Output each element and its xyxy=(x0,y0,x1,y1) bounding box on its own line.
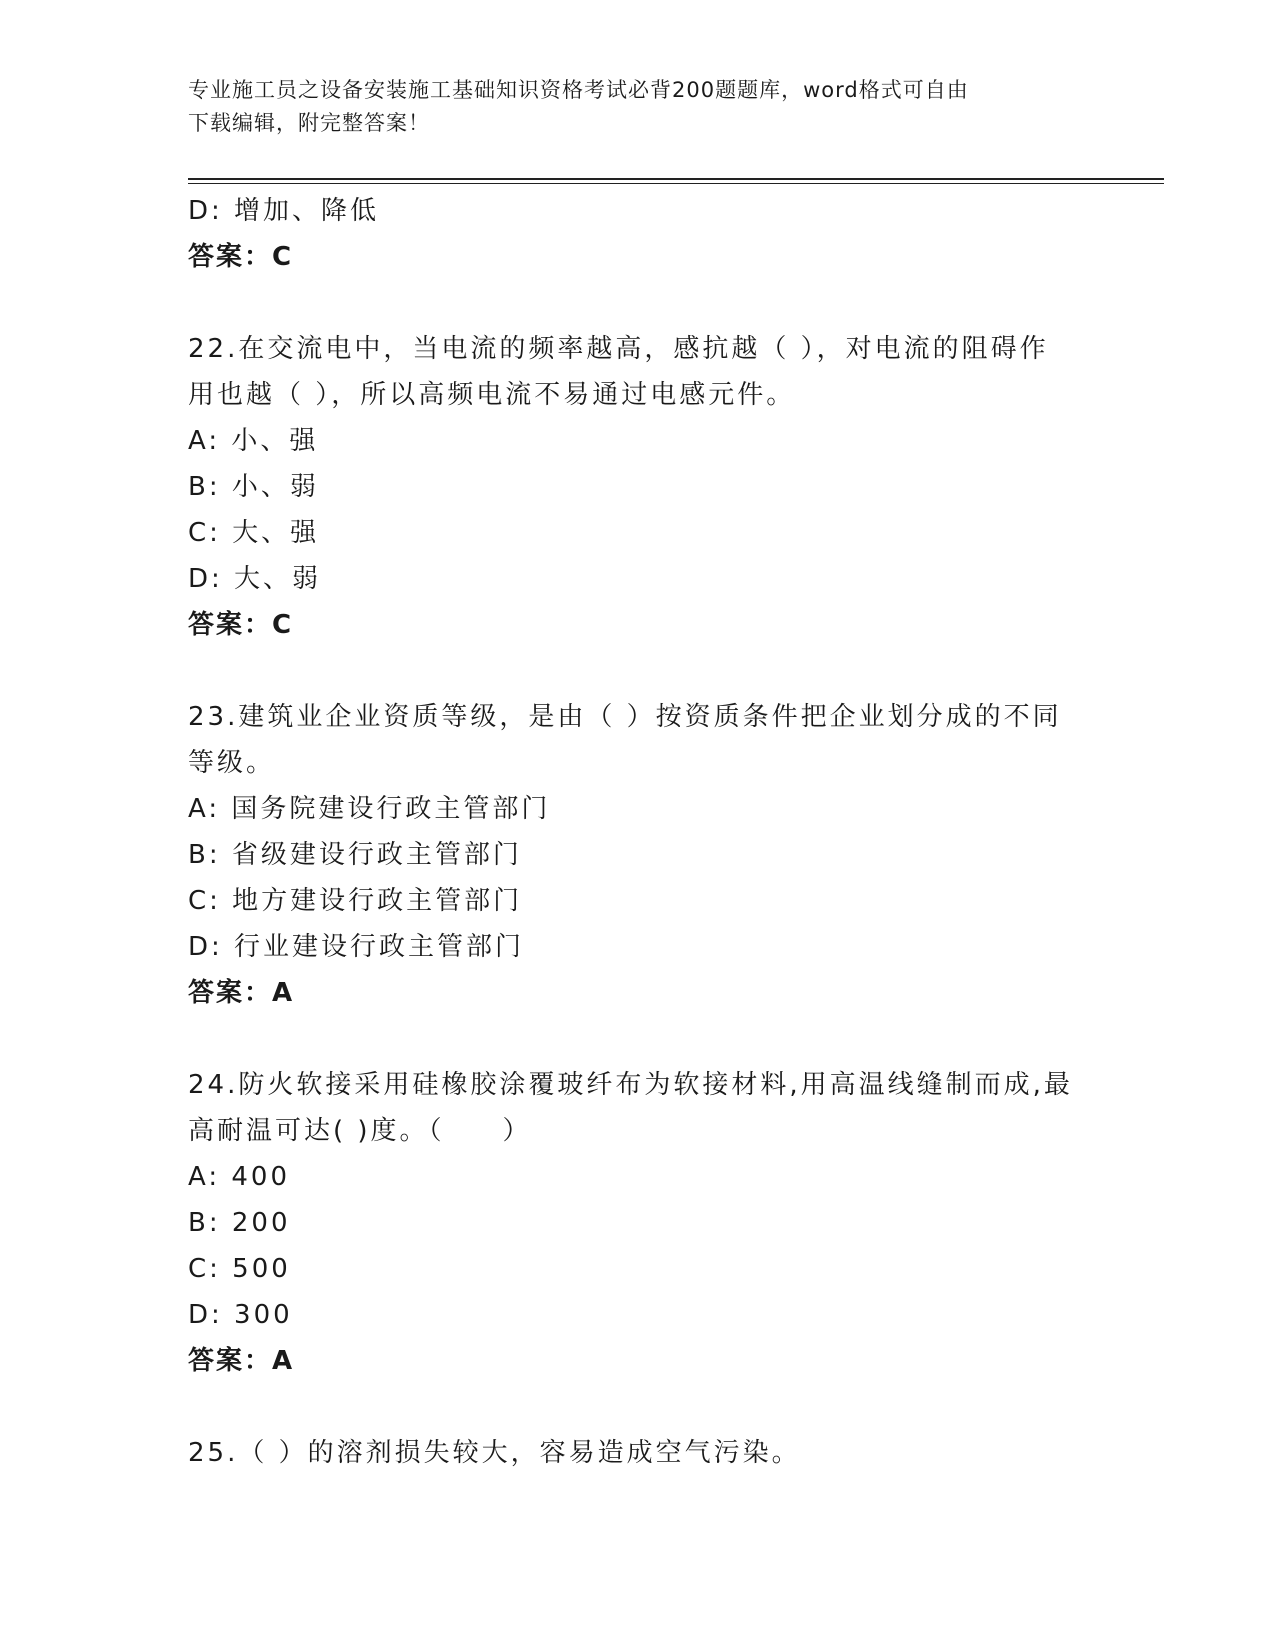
answer: 答案：C xyxy=(188,610,294,640)
header-divider-thick xyxy=(188,178,1164,180)
option-c: C: 500 xyxy=(188,1254,291,1284)
question-stem-line: 等级。 xyxy=(188,748,276,778)
answer: 答案：A xyxy=(188,978,295,1008)
option-d: D: 增加、降低 xyxy=(188,196,380,226)
option-a: A: 国务院建设行政主管部门 xyxy=(188,794,551,824)
spacer xyxy=(188,1016,1088,1062)
question-22 xyxy=(188,326,1088,648)
question-stem-line: 高耐温可达( )度。（ ） xyxy=(188,1116,532,1146)
question-24 xyxy=(188,1062,1088,1384)
question-stem-line: 用也越（ ），所以高频电流不易通过电感元件。 xyxy=(188,380,796,410)
option-c: C: 地方建设行政主管部门 xyxy=(188,886,523,916)
option-c: C: 大、强 xyxy=(188,518,320,548)
option-a: A: 400 xyxy=(188,1162,290,1192)
document-header xyxy=(188,74,1088,140)
question-25 xyxy=(188,1430,1088,1476)
answer: 答案：A xyxy=(188,1346,295,1376)
option-d: D: 行业建设行政主管部门 xyxy=(188,932,525,962)
question-stem-line: 22.在交流电中，当电流的频率越高，感抗越（ ），对电流的阻碍作 xyxy=(188,334,1049,364)
answer: 答案：C xyxy=(188,242,294,272)
option-d: D: 300 xyxy=(188,1300,293,1330)
question-stem-line: 25.（ ）的溶剂损失较大，容易造成空气污染。 xyxy=(188,1438,801,1468)
spacer xyxy=(188,280,1088,326)
option-b: B: 小、弱 xyxy=(188,472,319,502)
header-divider-thin xyxy=(188,183,1164,184)
header-line-2: 下载编辑，附完整答案！ xyxy=(188,111,430,135)
header-line-1: 专业施工员之设备安装施工基础知识资格考试必背200题题库，word格式可自由 xyxy=(188,78,969,102)
previous-question-tail xyxy=(188,188,1088,280)
option-b: B: 省级建设行政主管部门 xyxy=(188,840,522,870)
spacer xyxy=(188,1384,1088,1430)
document-body xyxy=(188,188,1088,1476)
option-b: B: 200 xyxy=(188,1208,291,1238)
question-23 xyxy=(188,694,1088,1016)
question-stem-line: 23.建筑业企业资质等级，是由（ ）按资质条件把企业划分成的不同 xyxy=(188,702,1062,732)
option-d: D: 大、弱 xyxy=(188,564,322,594)
spacer xyxy=(188,648,1088,694)
question-stem-line: 24.防火软接采用硅橡胶涂覆玻纤布为软接材料,用高温线缝制而成,最 xyxy=(188,1070,1073,1100)
option-a: A: 小、强 xyxy=(188,426,319,456)
